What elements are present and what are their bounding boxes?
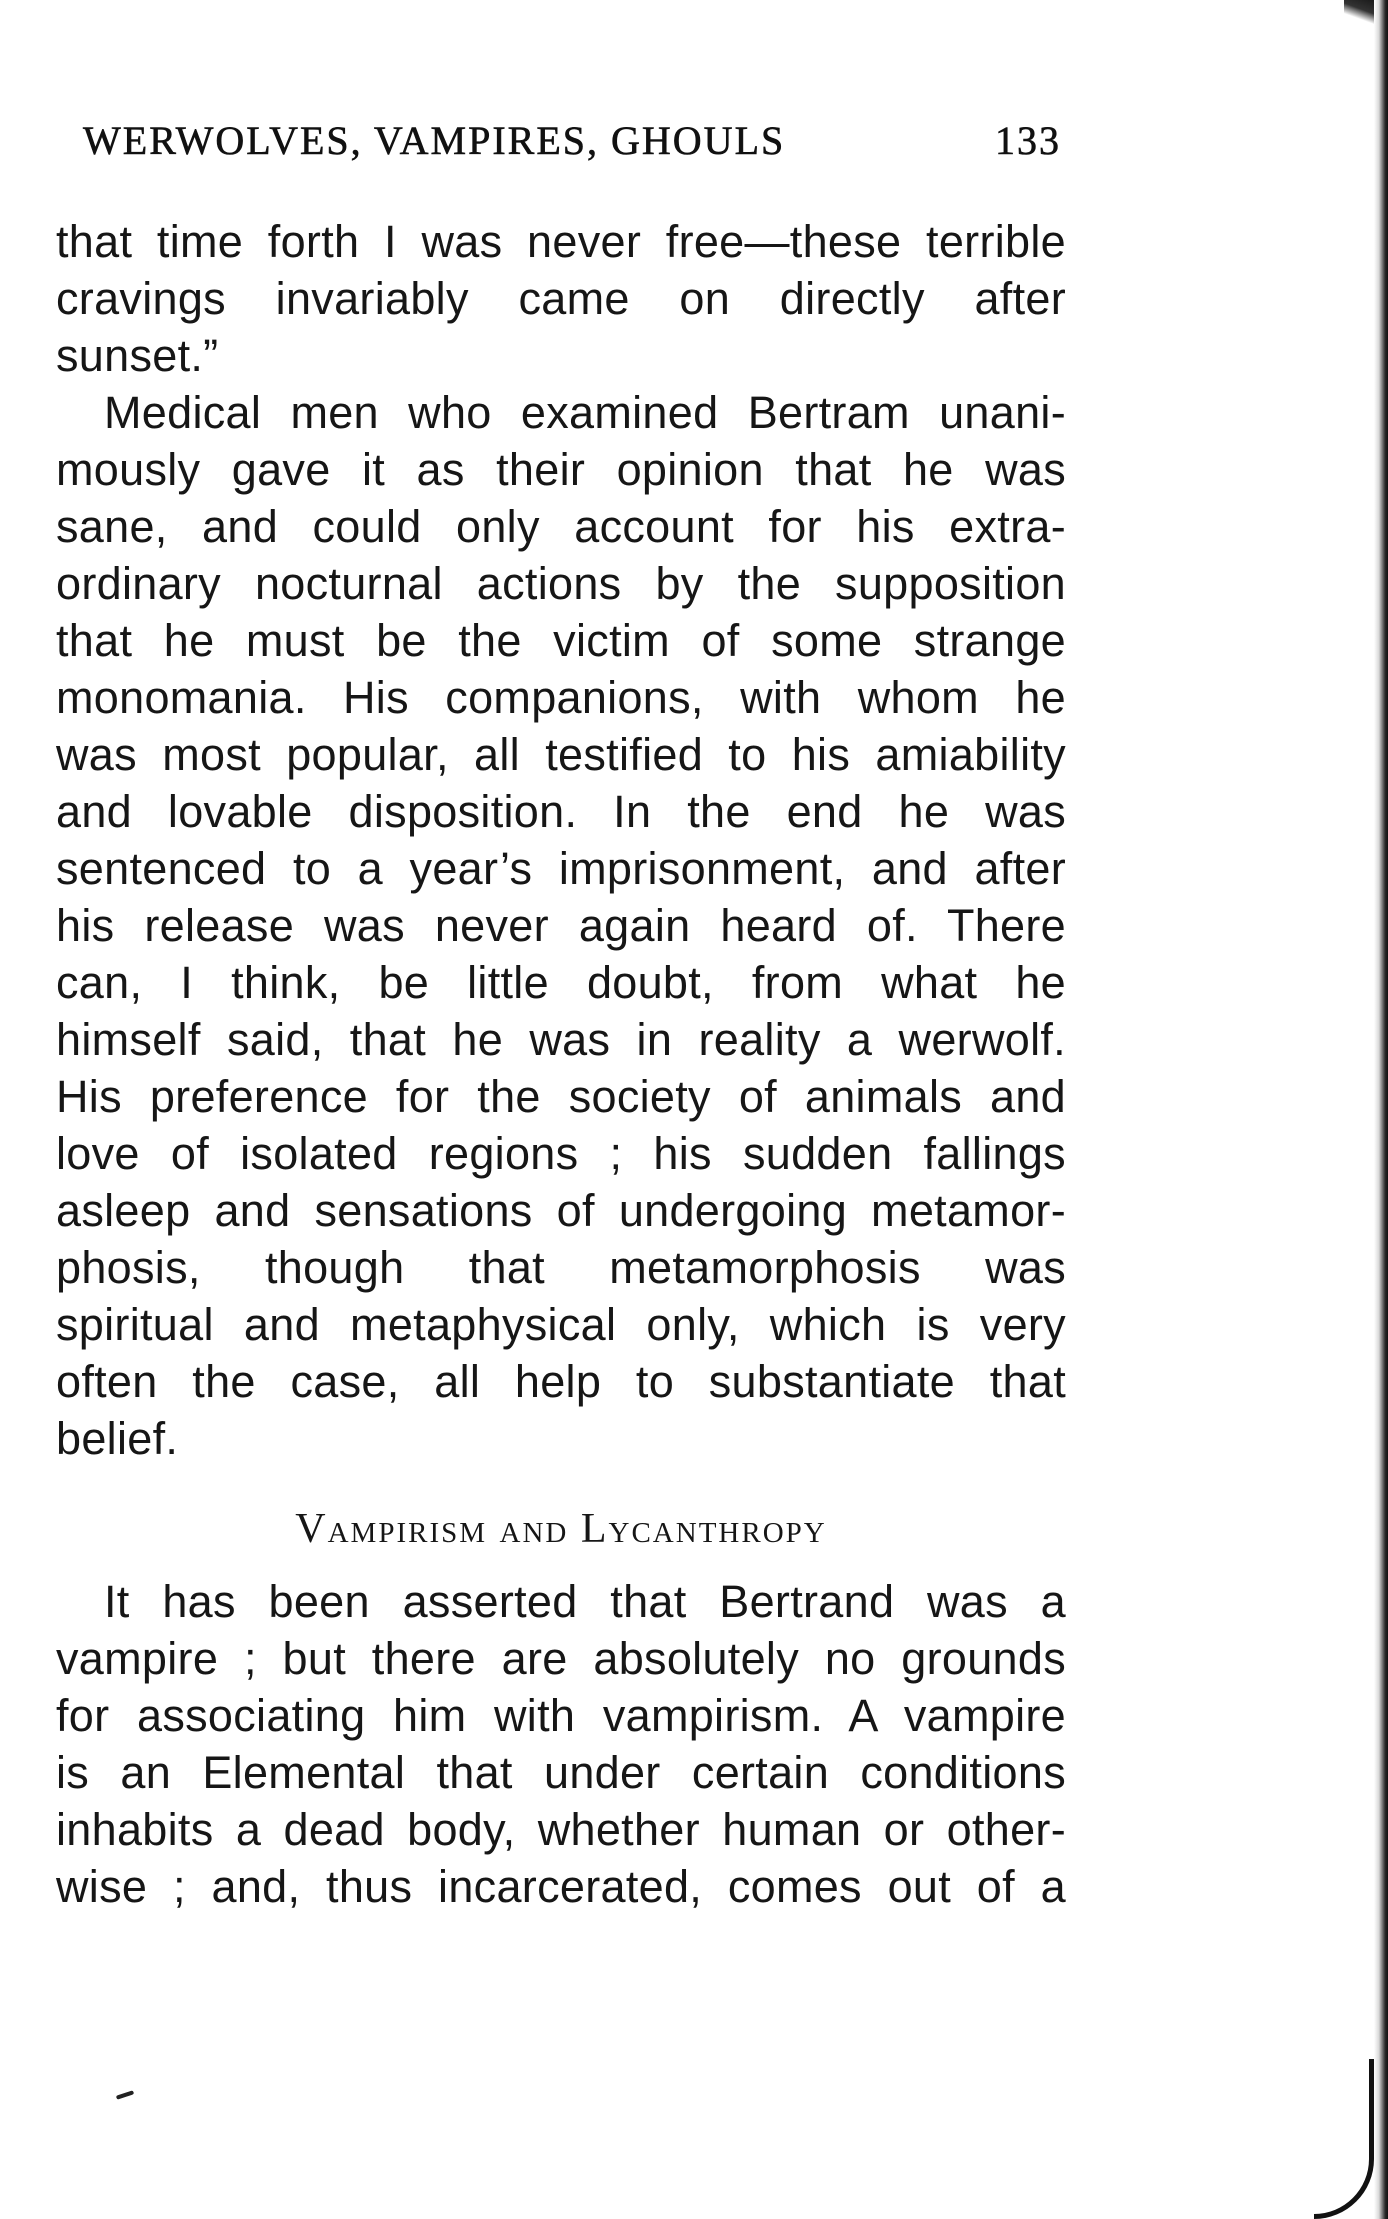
text-line: sunset.”	[56, 330, 219, 381]
text-line: for associating him with vampirism. A vampire	[56, 1690, 1066, 1741]
text-line: that he must be the victim of some strange	[56, 615, 1066, 666]
paragraph-continuation	[56, 213, 1066, 384]
text-line: wise ; and, thus incarcerated, comes out of a	[56, 1861, 1066, 1912]
text-line: sane, and could only account for his extra-	[56, 501, 1066, 552]
text-line: his release was never again heard of. There	[56, 900, 1066, 951]
text-line: inhabits a dead body, whether human or other-	[56, 1804, 1066, 1855]
page-header	[83, 117, 1063, 177]
page-edge-curl	[1314, 2059, 1374, 2219]
text-line: phosis, though that metamorphosis was	[56, 1242, 1066, 1293]
paragraph-vampirism	[56, 1573, 1066, 1915]
text-line: belief.	[56, 1413, 179, 1464]
text-line: spiritual and metaphysical only, which is very	[56, 1299, 1066, 1350]
text-line: ordinary nocturnal actions by the supposition	[56, 558, 1066, 609]
text-line: sentenced to a year’s imprisonment, and after	[56, 843, 1066, 894]
text-line: His preference for the society of animals and	[56, 1071, 1066, 1122]
text-line: was most popular, all testified to his amiability	[56, 729, 1066, 780]
paragraph-bertram	[56, 384, 1066, 1467]
text-line: is an Elemental that under certain conditions	[56, 1747, 1066, 1798]
text-line: vampire ; but there are absolutely no grounds	[56, 1633, 1066, 1684]
text-line: and lovable disposition. In the end he was	[56, 786, 1066, 837]
text-line: mously gave it as their opinion that he was	[56, 444, 1066, 495]
page-number: 133	[995, 118, 1061, 163]
text-line: that time forth I was never free—these terrible	[56, 216, 1066, 267]
text-line: himself said, that he was in reality a werwolf.	[56, 1014, 1066, 1065]
text-line: asleep and sensations of undergoing metamor-	[56, 1185, 1066, 1236]
page-edge-right	[1374, 0, 1388, 2219]
text-line: can, I think, be little doubt, from what he	[56, 957, 1066, 1008]
text-line: monomania. His companions, with whom he	[56, 672, 1066, 723]
text-line: Medical men who examined Bertram unani-	[104, 387, 1066, 438]
section-heading: Vampirism and Lycanthropy	[295, 1506, 827, 1552]
text-line: cravings invariably came on directly after	[56, 273, 1066, 324]
text-line: love of isolated regions ; his sudden fallings	[56, 1128, 1066, 1179]
text-line: It has been asserted that Bertrand was a	[104, 1576, 1066, 1627]
running-title: WERWOLVES, VAMPIRES, GHOULS	[83, 118, 786, 163]
ink-mark	[116, 2090, 134, 2099]
text-line: often the case, all help to substantiate that	[56, 1356, 1066, 1407]
